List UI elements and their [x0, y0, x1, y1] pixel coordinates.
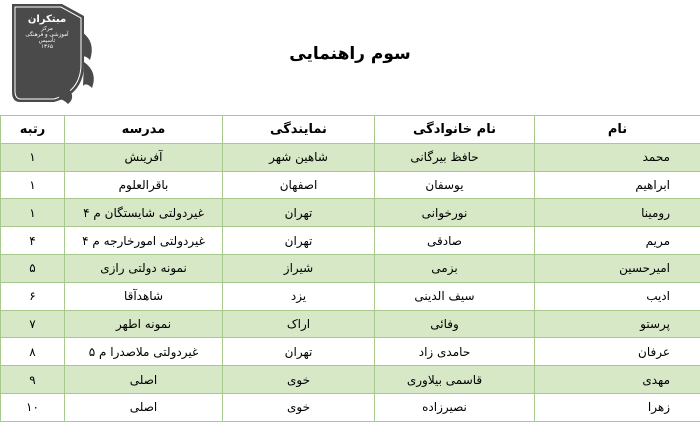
cell-school: اصلی [65, 366, 223, 394]
logo-title: مبتکران [18, 14, 76, 26]
cell-agency: یزد [223, 282, 375, 310]
cell-rank: ۱ [1, 199, 65, 227]
cell-rank: ۱ [1, 171, 65, 199]
table-row [1, 143, 700, 171]
header-school: مدرسه [65, 116, 223, 144]
cell-first-name: محمد [535, 143, 700, 171]
cell-agency: خوی [223, 393, 375, 421]
logo-line: آموزشی و فرهنگی [18, 32, 76, 38]
cell-school: شاهدآقا [65, 282, 223, 310]
cell-first-name: مریم [535, 227, 700, 255]
table-row [1, 366, 700, 394]
cell-agency: تهران [223, 227, 375, 255]
cell-last-name: سیف الدینی [375, 282, 535, 310]
cell-rank: ۵ [1, 254, 65, 282]
page-title: سوم راهنمایی [250, 44, 450, 64]
table-row [1, 227, 700, 255]
cell-last-name: حامدی زاد [375, 338, 535, 366]
logo-line: تأسیس [18, 38, 76, 44]
cell-first-name: زهرا [535, 393, 700, 421]
results-table [0, 115, 700, 422]
logo-line: مرکز [18, 26, 76, 32]
table-header-row [1, 116, 700, 144]
cell-last-name: یوسفان [375, 171, 535, 199]
cell-school: باقرالعلوم [65, 171, 223, 199]
cell-last-name: نورخوانی [375, 199, 535, 227]
cell-first-name: مهدی [535, 366, 700, 394]
table-row [1, 282, 700, 310]
cell-rank: ۱ [1, 143, 65, 171]
header-rank: رتبه [1, 116, 65, 144]
cell-last-name: نصیرزاده [375, 393, 535, 421]
table-row [1, 310, 700, 338]
cell-rank: ۷ [1, 310, 65, 338]
cell-first-name: رومینا [535, 199, 700, 227]
cell-first-name: عرفان [535, 338, 700, 366]
table-row [1, 199, 700, 227]
cell-school: آفرینش [65, 143, 223, 171]
table-row [1, 171, 700, 199]
cell-agency: اصفهان [223, 171, 375, 199]
cell-school: غیردولتی ملاصدرا م ۵ [65, 338, 223, 366]
table-row [1, 254, 700, 282]
cell-agency: شاهین شهر [223, 143, 375, 171]
cell-agency: تهران [223, 338, 375, 366]
table-row [1, 393, 700, 421]
cell-agency: تهران [223, 199, 375, 227]
cell-first-name: پرستو [535, 310, 700, 338]
logo [4, 2, 100, 106]
cell-rank: ۸ [1, 338, 65, 366]
cell-first-name: امیرحسین [535, 254, 700, 282]
cell-last-name: صادقی [375, 227, 535, 255]
table-row [1, 338, 700, 366]
cell-school: نمونه دولتی رازی [65, 254, 223, 282]
header-last-name: نام خانوادگی [375, 116, 535, 144]
cell-first-name: ادیب [535, 282, 700, 310]
header-agency: نمایندگی [223, 116, 375, 144]
cell-school: اصلی [65, 393, 223, 421]
cell-rank: ۴ [1, 227, 65, 255]
cell-last-name: قاسمی بیلاوری [375, 366, 535, 394]
cell-agency: خوی [223, 366, 375, 394]
cell-agency: شیراز [223, 254, 375, 282]
cell-rank: ۶ [1, 282, 65, 310]
logo-line: ۱۳۶۵ [18, 44, 76, 50]
cell-last-name: وفائی [375, 310, 535, 338]
header-first-name: نام [535, 116, 700, 144]
cell-rank: ۹ [1, 366, 65, 394]
cell-agency: اراک [223, 310, 375, 338]
cell-rank: ۱۰ [1, 393, 65, 421]
cell-last-name: بزمی [375, 254, 535, 282]
cell-last-name: حافظ بیرگانی [375, 143, 535, 171]
cell-school: نمونه اطهر [65, 310, 223, 338]
cell-school: غیردولتی امورخارجه م ۴ [65, 227, 223, 255]
cell-school: غیردولتی شایستگان م ۴ [65, 199, 223, 227]
cell-first-name: ابراهیم [535, 171, 700, 199]
logo-text [18, 14, 76, 51]
